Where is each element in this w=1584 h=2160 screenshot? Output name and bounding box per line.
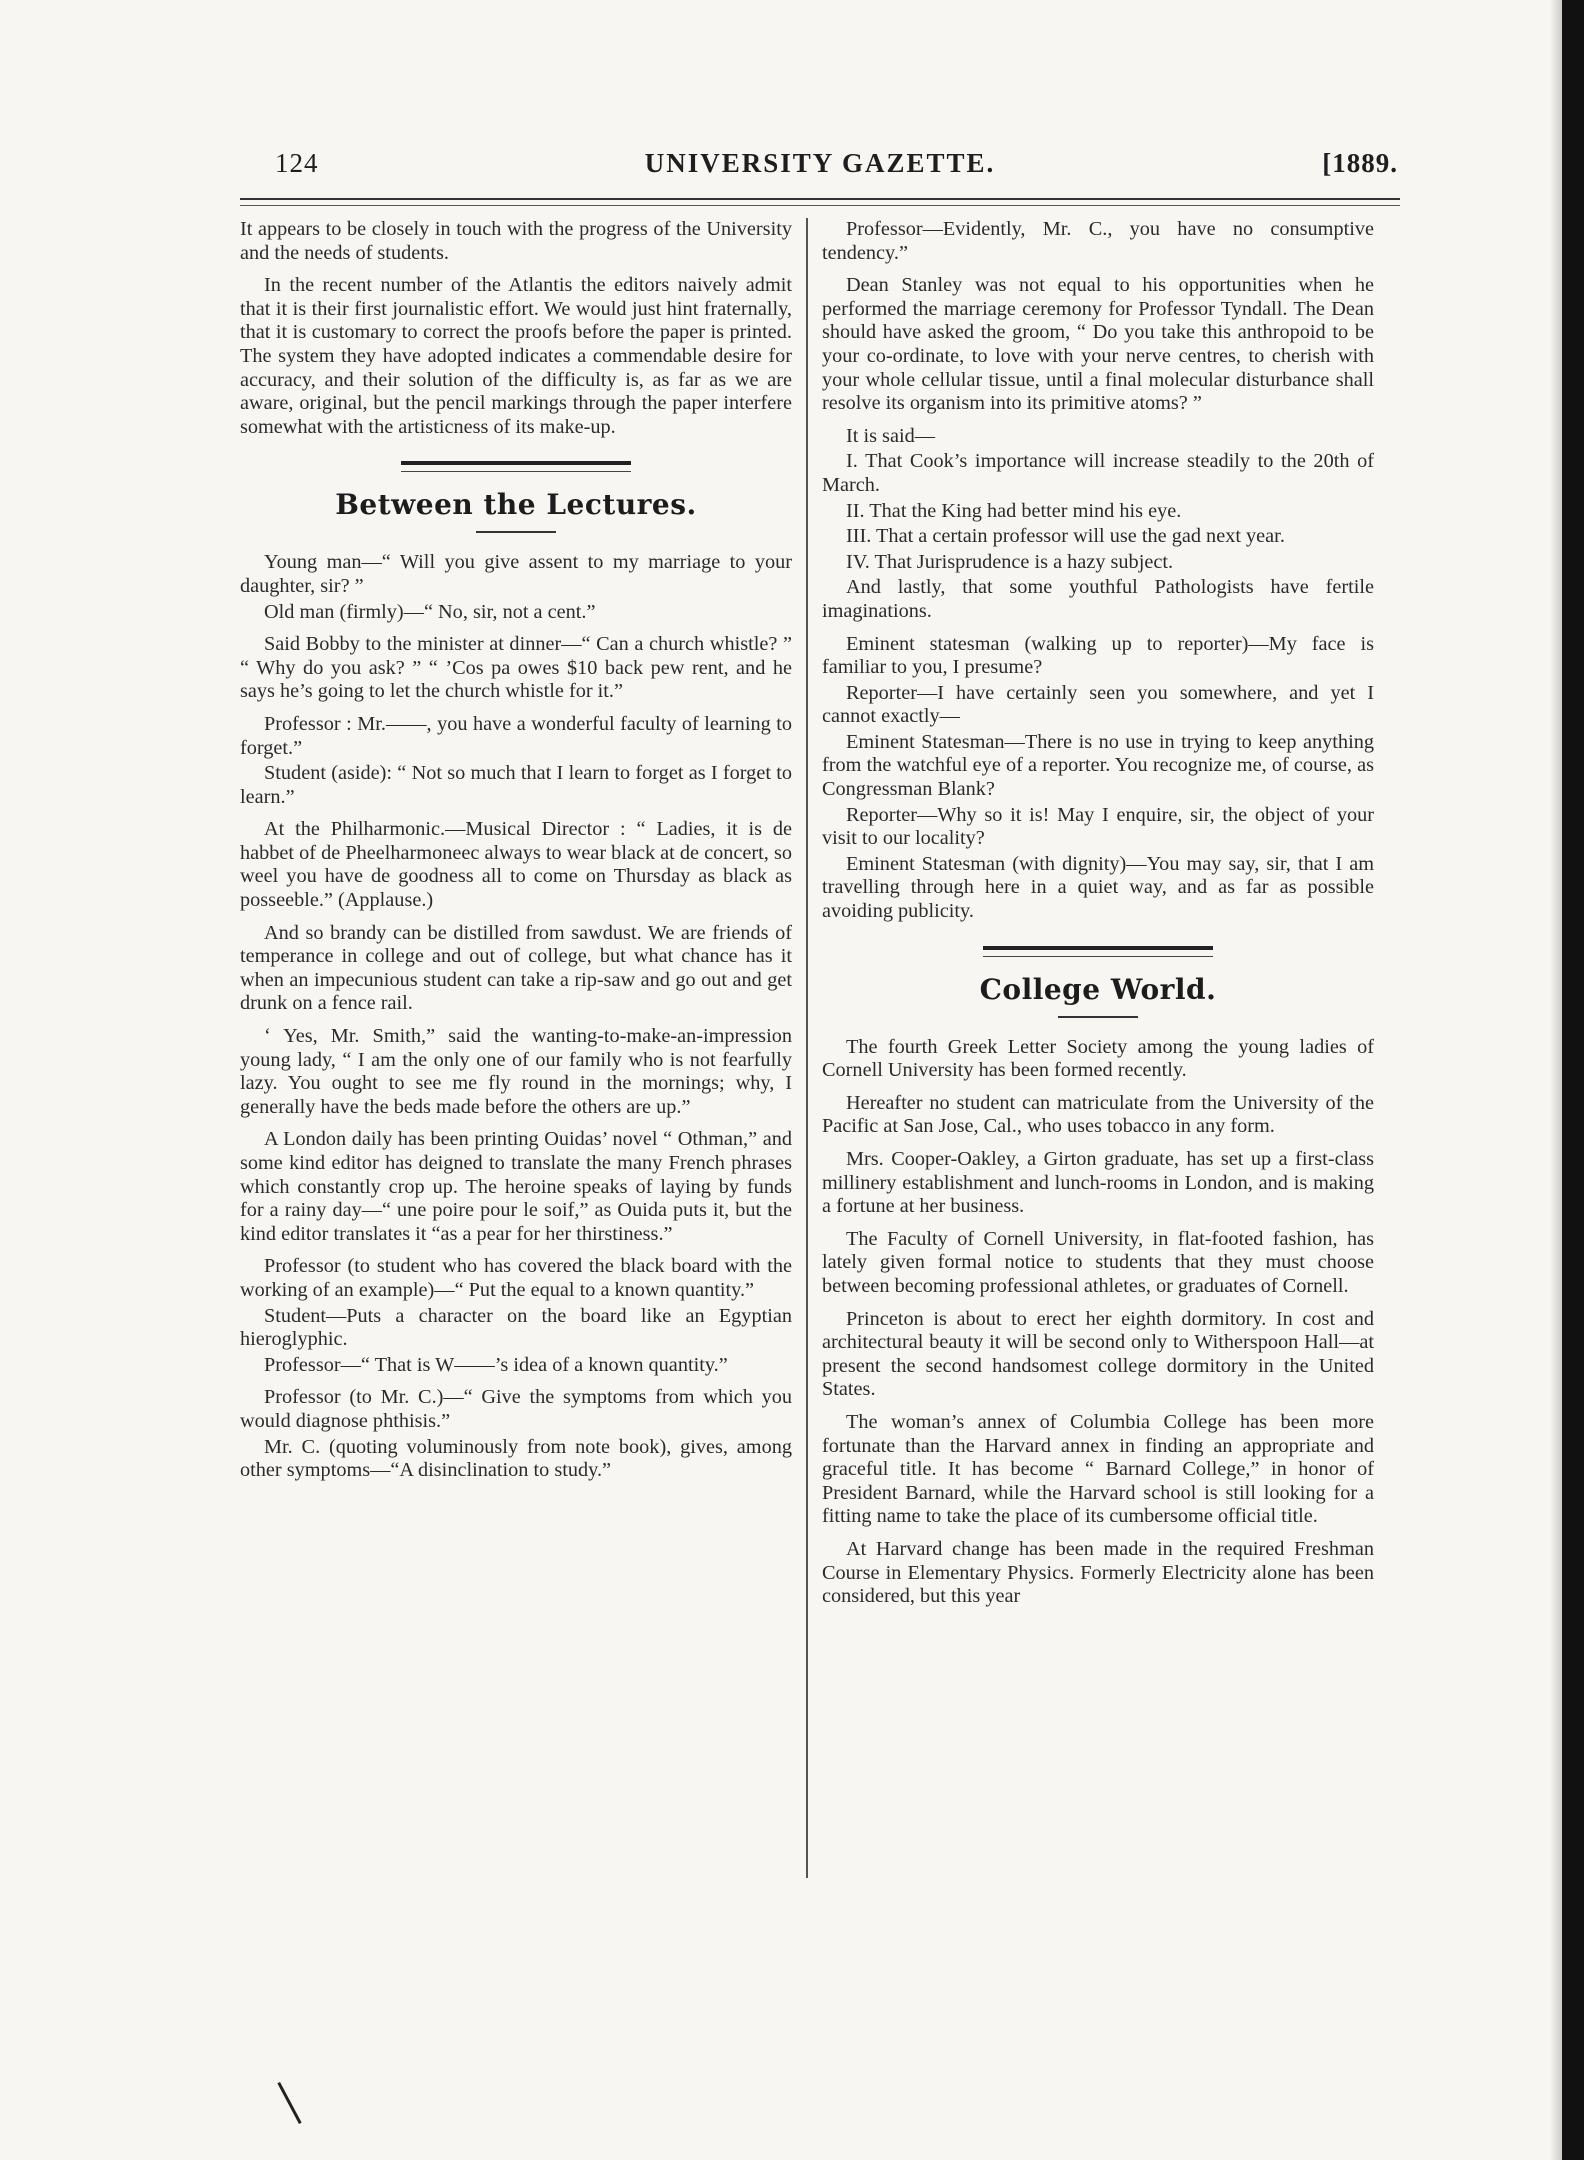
scan-edge-bar bbox=[1562, 0, 1584, 2160]
joke-paragraph: ‘ Yes, Mr. Smith,” said the wanting-to-make-an-impression young lady, “ I am the only one of our family who is not fearfully lazy. You ought to see me fly round in the mornings; why, I generally have the beds made before the others are up.” bbox=[240, 1025, 792, 1118]
gazette-page bbox=[240, 130, 1400, 1608]
joke-paragraph: A London daily has been printing Ouidas’ novel “ Othman,” and some kind editor has deigned to translate the many French phrases which constantly crop up. The heroine speaks of laying by funds for a rainy day—“ une poire pour le soif,” as Ouida puts it, but the kind editor translates it “as a pear for her thirstiness.” bbox=[240, 1128, 792, 1245]
joke-paragraph: Professor (to Mr. C.)—“ Give the symptoms from which you would diagnose phthisis.” bbox=[240, 1386, 792, 1432]
atlantis-paragraph bbox=[240, 274, 792, 439]
section-short-rule bbox=[1058, 1016, 1138, 1018]
joke-paragraph: Professor (to student who has covered the black board with the working of an example)—“ Put the equal to a known quantity.” bbox=[240, 1255, 792, 1301]
list-item: II. That the King had better mind his eye. bbox=[846, 499, 1182, 522]
joke-paragraph: Eminent Statesman (with dignity)—You may say, sir, that I am travelling through here in a quiet way, and as far as possible avoiding publicity. bbox=[822, 852, 1374, 923]
news-paragraph: Hereafter no student can matriculate from the University of the Pacific at San Jose, Cal., who uses tobacco in any form. bbox=[822, 1091, 1374, 1138]
news-paragraph: The Faculty of Cornell University, in flat-footed fashion, has lately given formal notice to students that they must choose between becoming professional athletes, or graduates of Cornell. bbox=[822, 1227, 1374, 1297]
column-divider bbox=[806, 218, 808, 1878]
joke-paragraph: Reporter—Why so it is! May I enquire, sir, the object of your visit to our locality? bbox=[822, 803, 1374, 850]
joke-paragraph: And so brandy can be distilled from sawdust. We are friends of temperance in college and out of college, but what chance has it when an impecunious student can take a rip-saw and go out and get drunk on a fence rail. bbox=[240, 921, 792, 1015]
joke-paragraph: Student—Puts a character on the board like an Egyptian hieroglyphic. bbox=[240, 1304, 792, 1351]
joke-paragraph: Reporter—I have certainly seen you somewhere, and yet I cannot exactly— bbox=[822, 681, 1374, 728]
joke-paragraph: Professor : Mr.——, you have a wonderful faculty of learning to forget.” bbox=[240, 712, 792, 759]
right-column bbox=[822, 218, 1374, 1618]
header-year: [1889. bbox=[1322, 148, 1398, 178]
joke-paragraph: Mr. C. (quoting voluminously from note book), gives, among other symptoms—“A disinclination to study.” bbox=[240, 1435, 792, 1482]
page-edge-shadow bbox=[1550, 0, 1562, 2160]
page-header bbox=[240, 130, 1400, 190]
joke-paragraph: Said Bobby to the minister at dinner—“ Can a church whistle? ” “ Why do you ask? ” “ ’Cos pa owes $10 back pew rent, and he says he’s going to let the church whistle for it.” bbox=[240, 633, 792, 703]
publication-title: UNIVERSITY GAZETTE. bbox=[644, 148, 996, 178]
intro-paragraph: It appears to be closely in touch with the progress of the University and the needs of students. bbox=[240, 218, 792, 264]
page-number: 124 bbox=[275, 148, 319, 178]
atlantis-text: In the recent number of the Atlantis the editors naively admit that it is their first journalistic effort. We would just hint fraternally, that it is customary to correct the proofs before the paper is printed. The system they have adopted indicates a commendable desire for accuracy, and their solution of the difficulty is, as far as we are aware, original, but the pencil markings through the paper interfere somewhat with the artisticness of its make-up. bbox=[240, 274, 792, 438]
section-ornament-rule bbox=[983, 946, 1213, 957]
joke-paragraph: Dean Stanley was not equal to his opportunities when he performed the marriage ceremony for Professor Tyndall. The Dean should have asked the groom, “ Do you take this anthropoid to be your co-ordinate, to love with your nerve centres, to cherish with your whole cellular tissue, until a final molecular disturbance shall resolve its organism into its primitive atoms? ” bbox=[822, 274, 1374, 415]
news-paragraph: The fourth Greek Letter Society among the young ladies of Cornell University has been formed recently. bbox=[822, 1035, 1374, 1082]
news-paragraph: At Harvard change has been made in the required Freshman Course in Elementary Physics. Formerly Electricity alone has been considered, but this year bbox=[822, 1537, 1374, 1608]
news-paragraph: Princeton is about to erect her eighth dormitory. In cost and architectural beauty it will be second only to Witherspoon Hall—at present the second handsomest college dormitory in the United States. bbox=[822, 1307, 1374, 1401]
left-column bbox=[240, 218, 792, 1492]
section-short-rule bbox=[476, 531, 556, 533]
stray-ink-mark bbox=[277, 2082, 301, 2124]
joke-paragraph: Young man—“ Will you give assent to my marriage to your daughter, sir? ” bbox=[240, 551, 792, 597]
joke-paragraph: Professor—“ That is W——’s idea of a known quantity.” bbox=[264, 1353, 728, 1376]
section-ornament-rule bbox=[401, 461, 631, 472]
news-paragraph: Mrs. Cooper-Oakley, a Girton graduate, has set up a first-class millinery establishment and lunch-rooms in London, and is making a fortune at her business. bbox=[822, 1148, 1374, 1218]
joke-paragraph: Eminent statesman (walking up to reporter)—My face is familiar to you, I presume? bbox=[822, 632, 1374, 679]
list-item: IV. That Jurisprudence is a hazy subject. bbox=[846, 550, 1174, 573]
news-paragraph: The woman’s annex of Columbia College has been more fortunate than the Harvard annex in finding an appropriate and graceful title. It has become “ Barnard College,” in honor of President Barnard, while the Harvard school is still looking for a fitting name to take the place of its cumbersome official title. bbox=[822, 1410, 1374, 1528]
joke-paragraph: Student (aside): “ Not so much that I learn to forget as I forget to learn.” bbox=[240, 762, 792, 808]
joke-paragraph: Professor—Evidently, Mr. C., you have no consumptive tendency.” bbox=[822, 218, 1374, 264]
it-is-said-paragraph: It is said— bbox=[846, 424, 936, 447]
header-rule bbox=[240, 198, 1400, 206]
list-item: And lastly, that some youthful Pathologists have fertile imaginations. bbox=[822, 576, 1374, 622]
section-title-college-world: College World. bbox=[979, 972, 1217, 1006]
joke-paragraph: Eminent Statesman—There is no use in trying to keep anything from the watchful eye of a reporter. You recognize me, of course, as Congressman Blank? bbox=[822, 730, 1374, 801]
joke-paragraph: Old man (firmly)—“ No, sir, not a cent.” bbox=[264, 600, 596, 623]
list-item: I. That Cook’s importance will increase steadily to the 20th of March. bbox=[822, 450, 1374, 496]
section-title-between-lectures: Between the Lectures. bbox=[335, 488, 697, 522]
list-item: III. That a certain professor will use the gad next year. bbox=[846, 525, 1285, 548]
joke-paragraph: At the Philharmonic.—Musical Director : “ Ladies, it is de habbet of de Pheelharmoneec always to wear black at de concert, so weel you have de goodness all to come on Thursday as black as posseeble.” (Applause.) bbox=[240, 818, 792, 912]
